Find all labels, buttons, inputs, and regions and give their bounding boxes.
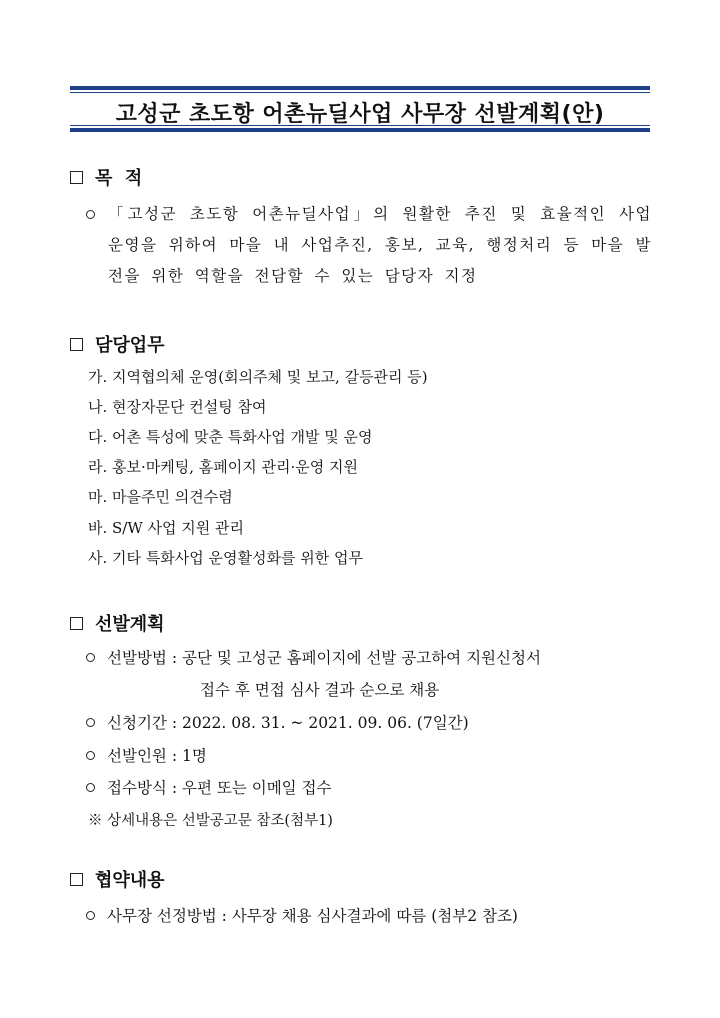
receipt-method bbox=[86, 776, 332, 798]
section-title-selection: 선발계획 bbox=[95, 614, 165, 635]
title-rule-top bbox=[70, 92, 650, 93]
square-bullet-icon bbox=[70, 171, 83, 184]
duty-item: 마. 마을주민 의견수렴 bbox=[88, 488, 233, 506]
section-title-duties: 담당업무 bbox=[95, 335, 165, 356]
circle-bullet-icon bbox=[86, 751, 95, 760]
duty-item: 라. 홍보·마케팅, 홈페이지 관리·운영 지원 bbox=[88, 458, 358, 476]
section-heading-selection bbox=[70, 610, 165, 636]
agreement-item-text: 사무장 선정방법 : 사무장 채용 심사결과에 따름 (첨부2 참조) bbox=[107, 907, 518, 925]
purpose-text: 「고성군 초도항 어촌뉴딜사업」의 원활한 추진 및 효율적인 사업 운영을 위하여 마을 내 사업추진, 홍보, 교육, 행정처리 등 마을 발전을 위한 역할을 전담할 수 있는 담당자 지정 bbox=[108, 205, 652, 285]
duty-item: 가. 지역협의체 운영(회의주체 및 보고, 갈등관리 등) bbox=[88, 368, 428, 386]
selection-count bbox=[86, 744, 207, 766]
circle-bullet-icon bbox=[86, 783, 95, 792]
reference-note: ※ 상세내용은 선발공고문 참조(첨부1) bbox=[88, 813, 333, 829]
square-bullet-icon bbox=[70, 338, 83, 351]
circle-bullet-icon bbox=[86, 911, 95, 920]
circle-bullet-icon bbox=[86, 210, 95, 219]
square-bullet-icon bbox=[70, 873, 83, 886]
circle-bullet-icon bbox=[86, 653, 95, 662]
square-bullet-icon bbox=[70, 617, 83, 630]
receipt-method-text: 접수방식 : 우편 또는 이메일 접수 bbox=[107, 779, 332, 797]
selection-method-line2: 접수 후 면접 심사 결과 순으로 채용 bbox=[200, 681, 440, 699]
section-title-agreement: 협약내용 bbox=[95, 870, 165, 891]
page-title: 고성군 초도항 어촌뉴딜사업 사무장 선발계획(안) bbox=[115, 102, 605, 127]
agreement-item bbox=[86, 904, 518, 926]
application-period-text: 신청기간 : 2022. 08. 31. ~ 2021. 09. 06. (7일간) bbox=[107, 714, 469, 732]
duty-item: 나. 현장자문단 컨설팅 참여 bbox=[88, 398, 267, 416]
title-band bbox=[70, 86, 650, 132]
circle-bullet-icon bbox=[86, 718, 95, 727]
section-heading-purpose bbox=[70, 164, 142, 190]
selection-count-text: 선발인원 : 1명 bbox=[107, 747, 207, 765]
application-period bbox=[86, 711, 469, 733]
duty-item: 다. 어촌 특성에 맞춘 특화사업 개발 및 운영 bbox=[88, 428, 373, 446]
purpose-paragraph bbox=[86, 199, 652, 292]
selection-method-line1: 선발방법 : 공단 및 고성군 홈페이지에 선발 공고하여 지원신청서 bbox=[107, 649, 541, 667]
duty-item: 바. S/W 사업 지원 관리 bbox=[88, 519, 245, 537]
section-heading-agreement bbox=[70, 866, 165, 892]
duty-item: 사. 기타 특화사업 운영활성화를 위한 업무 bbox=[88, 549, 363, 567]
selection-method bbox=[86, 646, 541, 668]
section-title-purpose: 목 적 bbox=[95, 168, 143, 189]
section-heading-duties bbox=[70, 331, 165, 357]
